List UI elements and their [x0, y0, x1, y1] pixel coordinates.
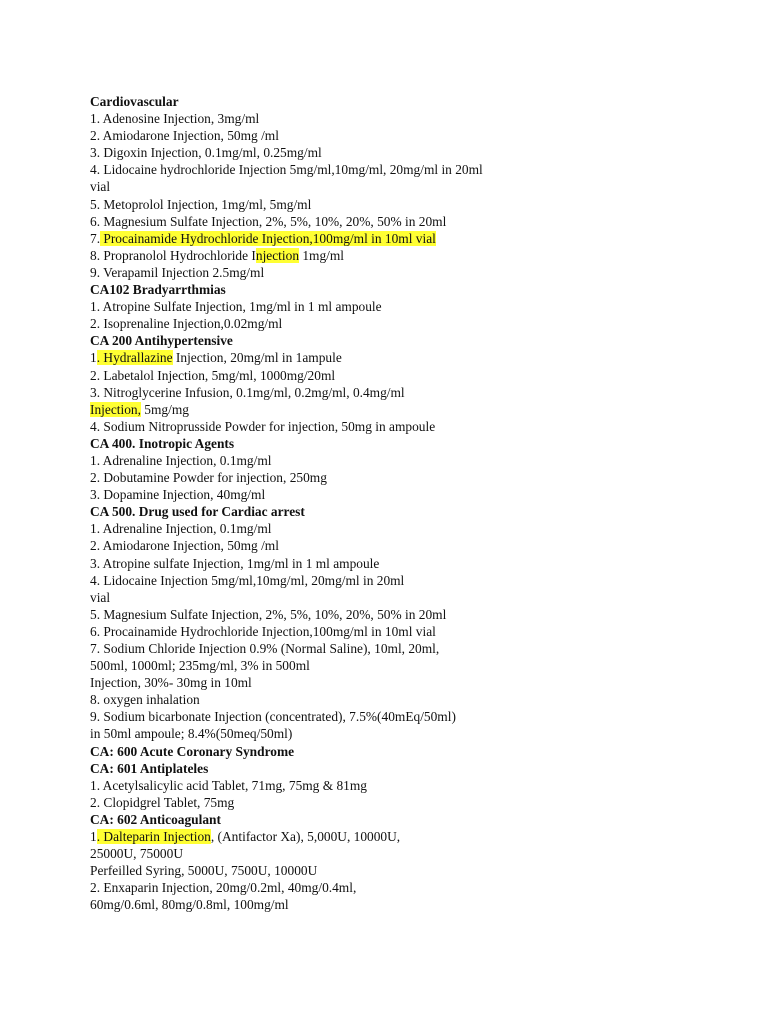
line-text: , (Antifactor Xa), 5,000U, 10000U,	[210, 829, 401, 845]
section-heading	[90, 435, 730, 452]
line-text: 1mg/ml	[299, 247, 345, 263]
line-text: 7.	[90, 230, 101, 246]
section-heading	[90, 760, 730, 777]
line-text: 4. Lidocaine Injection 5mg/ml,10mg/ml, 20mg/ml in 20ml	[90, 572, 405, 588]
drug-list-item	[90, 349, 730, 366]
drug-list-item	[90, 520, 730, 537]
drug-list-item	[90, 879, 730, 896]
drug-list-item	[90, 708, 730, 725]
line-text: 2. Clopidgrel Tablet, 75mg	[90, 794, 235, 810]
drug-list-item	[90, 247, 730, 264]
line-text: 8. oxygen inhalation	[90, 692, 200, 708]
line-text: CA 200 Antihypertensive	[90, 333, 233, 349]
line-text: 2. Labetalol Injection, 5mg/ml, 1000mg/20ml	[90, 367, 336, 383]
section-heading	[90, 332, 730, 349]
line-text: 500ml, 1000ml; 235mg/ml, 3% in 500ml	[90, 658, 310, 674]
drug-list-item	[90, 828, 730, 845]
drug-list-item	[90, 452, 730, 469]
section-heading	[90, 743, 730, 760]
line-text: 1	[90, 350, 97, 366]
drug-list-item	[90, 144, 730, 161]
line-text: 8. Propranolol Hydrochloride I	[90, 247, 256, 263]
drug-list-item	[90, 537, 730, 554]
document-body	[90, 93, 730, 914]
drug-list-item	[90, 401, 730, 418]
line-text: 5. Magnesium Sulfate Injection, 2%, 5%, 10%, 20%, 50% in 20ml	[90, 606, 447, 622]
drug-list-item	[90, 127, 730, 144]
line-text: Injection, 30%- 30mg in 10ml	[90, 675, 252, 691]
line-text: 3. Digoxin Injection, 0.1mg/ml, 0.25mg/ml	[90, 145, 322, 161]
line-text: 1. Atropine Sulfate Injection, 1mg/ml in 1 ml ampoule	[90, 299, 382, 315]
line-text: 4. Sodium Nitroprusside Powder for injection, 50mg in ampoule	[90, 418, 436, 434]
drug-list-item	[90, 298, 730, 315]
section-heading	[90, 281, 730, 298]
drug-list-item	[90, 178, 730, 195]
line-text: 1. Adrenaline Injection, 0.1mg/ml	[90, 452, 272, 468]
section-heading	[90, 811, 730, 828]
line-text: 60mg/0.6ml, 80mg/0.8ml, 100mg/ml	[90, 897, 289, 913]
drug-list-item	[90, 657, 730, 674]
line-text: 1. Acetylsalicylic acid Tablet, 71mg, 75mg & 81mg	[90, 777, 367, 793]
line-text: CA 500. Drug used for Cardiac arrest	[90, 504, 305, 520]
line-text: 1. Adrenaline Injection, 0.1mg/ml	[90, 521, 272, 537]
line-text: CA: 600 Acute Coronary Syndrome	[90, 743, 295, 759]
drug-list-item	[90, 110, 730, 127]
line-text: 5mg/mg	[140, 401, 189, 417]
line-text: 4. Lidocaine hydrochloride Injection 5mg/ml,10mg/ml, 20mg/ml in 20ml	[90, 162, 483, 178]
drug-list-item	[90, 230, 730, 247]
drug-list-item	[90, 486, 730, 503]
line-text: 6. Magnesium Sulfate Injection, 2%, 5%, 10%, 20%, 50% in 20ml	[90, 213, 447, 229]
drug-list-item	[90, 213, 730, 230]
line-text: in 50ml ampoule; 8.4%(50meq/50ml)	[90, 726, 293, 742]
drug-list-item	[90, 572, 730, 589]
line-text: CA 400. Inotropic Agents	[90, 435, 235, 451]
drug-list-item	[90, 845, 730, 862]
highlighted-text: Injection,	[90, 401, 141, 417]
drug-list-item	[90, 161, 730, 178]
drug-list-item	[90, 418, 730, 435]
line-text: 5. Metoprolol Injection, 1mg/ml, 5mg/ml	[90, 196, 312, 212]
line-text: 2. Dobutamine Powder for injection, 250mg	[90, 470, 327, 486]
drug-list-item	[90, 367, 730, 384]
drug-list-item	[90, 794, 730, 811]
line-text: 7. Sodium Chloride Injection 0.9% (Normal Saline), 10ml, 20ml,	[90, 641, 440, 656]
drug-list-item	[90, 640, 730, 657]
drug-list-item	[90, 691, 730, 708]
line-text: 2. Amiodarone Injection, 50mg /ml	[90, 538, 279, 554]
highlighted-text: Procainamide Hydrochloride Injection,100mg/ml in 10ml vial	[100, 230, 436, 246]
line-text: Perfeilled Syring, 5000U, 7500U, 10000U	[90, 863, 318, 879]
line-text: Injection, 20mg/ml in 1ampule	[172, 350, 342, 366]
drug-list-item	[90, 862, 730, 879]
drug-list-item	[90, 606, 730, 623]
drug-list-item	[90, 315, 730, 332]
drug-list-item	[90, 725, 730, 742]
line-text: 9. Verapamil Injection 2.5mg/ml	[90, 264, 265, 280]
line-text: 3. Atropine sulfate Injection, 1mg/ml in 1 ml ampoule	[90, 555, 380, 571]
line-text: 2. Amiodarone Injection, 50mg /ml	[90, 128, 279, 144]
drug-list-item	[90, 264, 730, 281]
drug-list-item	[90, 674, 730, 691]
line-text: 3. Nitroglycerine Infusion, 0.1mg/ml, 0.2mg/ml, 0.4mg/ml	[90, 384, 405, 400]
line-text: 9. Sodium bicarbonate Injection (concentrated), 7.5%(40mEq/50ml)	[90, 709, 456, 725]
line-text: 1. Adenosine Injection, 3mg/ml	[90, 111, 260, 127]
line-text: vial	[90, 589, 111, 605]
line-text: 2. Enxaparin Injection, 20mg/0.2ml, 40mg/0.4ml,	[90, 880, 357, 896]
highlighted-text: njection	[255, 247, 300, 263]
line-text: 25000U, 75000U	[90, 846, 183, 862]
drug-list-item	[90, 469, 730, 486]
line-text: 6. Procainamide Hydrochloride Injection,100mg/ml in 10ml vial	[90, 623, 436, 639]
highlighted-text: . Dalteparin Injection	[96, 829, 211, 845]
line-text: CA: 601 Antiplateles	[90, 760, 209, 776]
line-text: Cardiovascular	[90, 94, 179, 109]
drug-list-item	[90, 896, 730, 913]
section-heading	[90, 93, 730, 110]
line-text: 3. Dopamine Injection, 40mg/ml	[90, 487, 266, 503]
line-text: 2. Isoprenaline Injection,0.02mg/ml	[90, 316, 283, 332]
section-heading	[90, 503, 730, 520]
drug-list-item	[90, 555, 730, 572]
drug-list-item	[90, 196, 730, 213]
drug-list-item	[90, 623, 730, 640]
line-text: CA102 Bradyarrthmias	[90, 282, 226, 298]
highlighted-text: . Hydrallazine	[96, 350, 173, 366]
drug-list-item	[90, 384, 730, 401]
drug-list-item	[90, 777, 730, 794]
line-text: CA: 602 Anticoagulant	[90, 811, 221, 827]
line-text: vial	[90, 179, 111, 195]
line-text: 1	[90, 829, 97, 845]
drug-list-item	[90, 589, 730, 606]
